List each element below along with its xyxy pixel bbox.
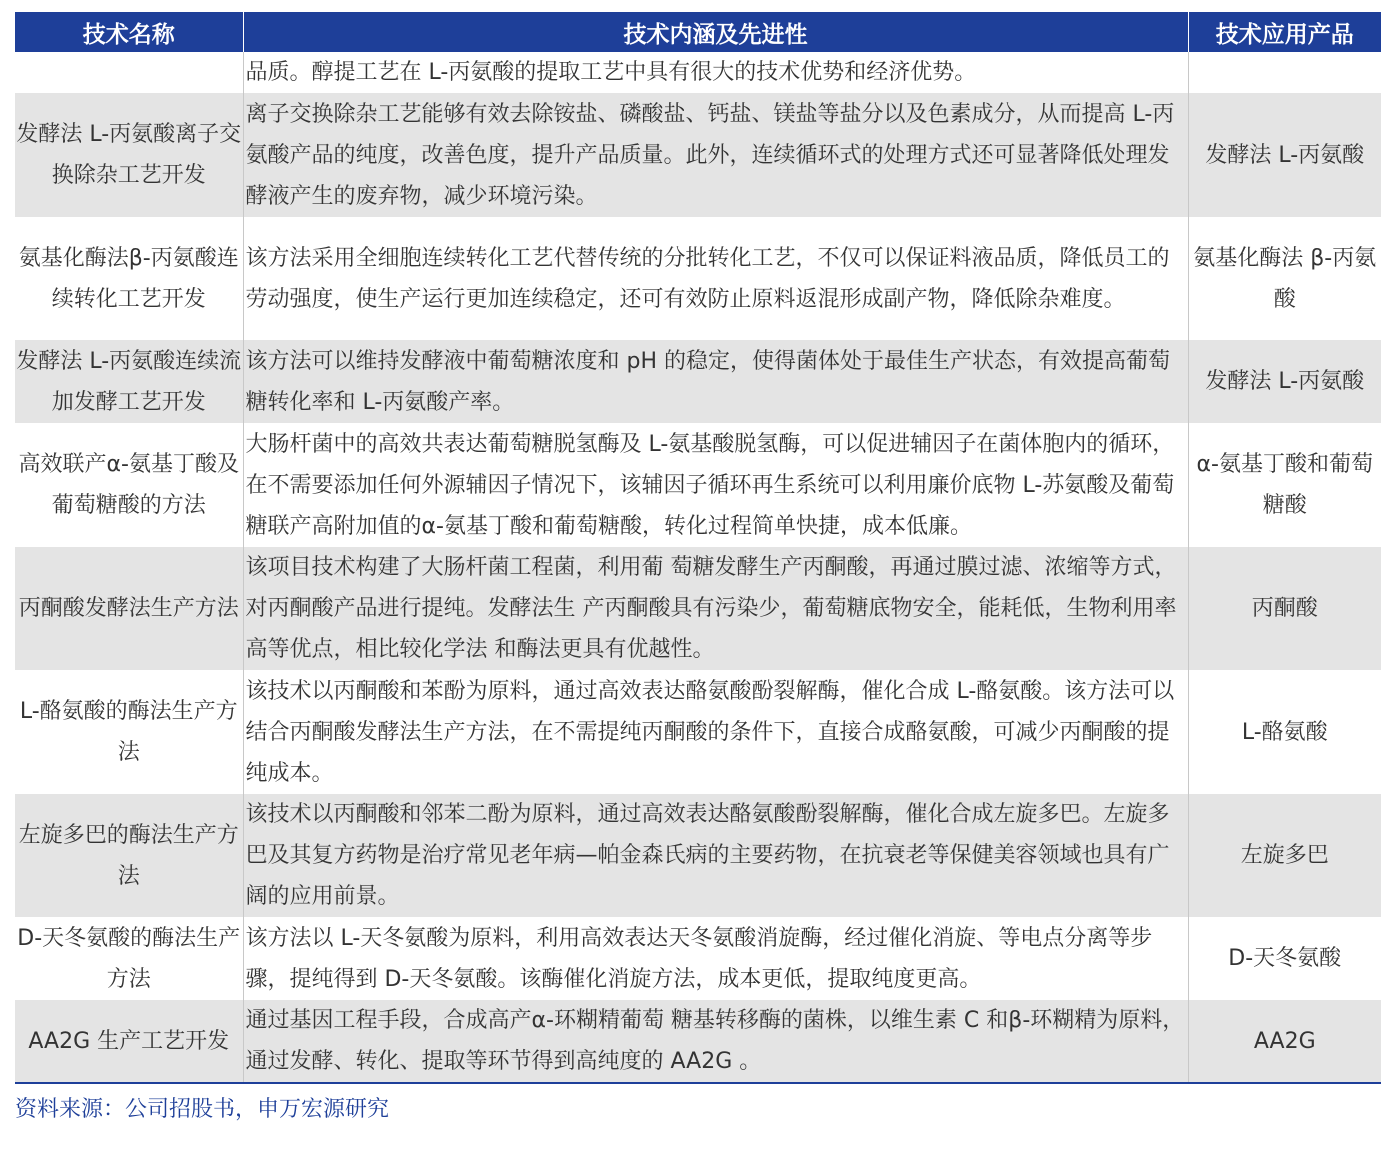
row-product: 氨基化酶法 β-丙氨酸 [1188, 217, 1381, 340]
row-desc: 该技术以丙酮酸和邻苯二酚为原料，通过高效表达酪氨酸酚裂解酶，催化合成左旋多巴。左旋多巴及其复方药物是治疗常见老年病—帕金森氏病的主要药物，在抗衰老等保健美容领域也具有广阔的应用前景。 [243, 794, 1188, 917]
source-note: 资料来源：公司招股书，申万宏源研究 [15, 1097, 390, 1122]
table-row [15, 670, 1381, 794]
row-name: 丙酮酸发酵法生产方法 [15, 547, 243, 670]
table-row [15, 340, 1381, 423]
header-tech-name: 技术名称 [15, 12, 243, 52]
technology-table [15, 12, 1381, 1084]
row-name: 左旋多巴的酶法生产方法 [15, 794, 243, 917]
row-desc: 大肠杆菌中的高效共表达葡萄糖脱氢酶及 L-氨基酸脱氢酶，可以促进辅因子在菌体胞内的循环，在不需要添加任何外源辅因子情况下，该辅因子循环再生系统可以利用廉价底物 L-苏氨酸及葡萄糖联产高附加值的α-氨基丁酸和葡萄糖酸，转化过程简单快捷，成本低廉。 [243, 423, 1188, 547]
row-desc: 品质。醇提工艺在 L-丙氨酸的提取工艺中具有很大的技术优势和经济优势。 [243, 52, 1188, 93]
table-header-row [15, 12, 1381, 52]
table-row [15, 917, 1381, 1000]
table-row [15, 794, 1381, 917]
row-name: 氨基化酶法β-丙氨酸连续转化工艺开发 [15, 217, 243, 340]
header-tech-product: 技术应用产品 [1188, 12, 1381, 52]
row-desc: 该项目技术构建了大肠杆菌工程菌，利用葡 萄糖发酵生产丙酮酸，再通过膜过滤、浓缩等方式，对丙酮酸产品进行提纯。发酵法生 产丙酮酸具有污染少，葡萄糖底物安全，能耗低，生物利用率高等优点，相比较化学法 和酶法更具有优越性。 [243, 547, 1188, 670]
row-name-empty [15, 52, 243, 93]
table-row [15, 423, 1381, 547]
row-name: D-天冬氨酸的酶法生产方法 [15, 917, 243, 1000]
table-row [15, 217, 1381, 340]
row-name: L-酪氨酸的酶法生产方法 [15, 670, 243, 794]
row-desc: 该方法以 L-天冬氨酸为原料，利用高效表达天冬氨酸消旋酶，经过催化消旋、等电点分离等步骤，提纯得到 D-天冬氨酸。该酶催化消旋方法，成本更低，提取纯度更高。 [243, 917, 1188, 1000]
row-desc: 该方法采用全细胞连续转化工艺代替传统的分批转化工艺，不仅可以保证料液品质，降低员工的劳动强度，使生产运行更加连续稳定，还可有效防止原料返混形成副产物，降低除杂难度。 [243, 217, 1188, 340]
row-product: 左旋多巴 [1188, 794, 1381, 917]
row-name: AA2G 生产工艺开发 [15, 1000, 243, 1083]
row-desc: 通过基因工程手段，合成高产α-环糊精葡萄 糖基转移酶的菌株，以维生素 C 和β-环糊精为原料，通过发酵、转化、提取等环节得到高纯度的 AA2G 。 [243, 1000, 1188, 1083]
row-desc: 离子交换除杂工艺能够有效去除铵盐、磷酸盐、钙盐、镁盐等盐分以及色素成分，从而提高 L-丙氨酸产品的纯度，改善色度，提升产品质量。此外，连续循环式的处理方式还可显著降低处理发酵液产生的废弃物，减少环境污染。 [243, 93, 1188, 217]
row-product: 发酵法 L-丙氨酸 [1188, 93, 1381, 217]
row-product: D-天冬氨酸 [1188, 917, 1381, 1000]
row-product: AA2G [1188, 1000, 1381, 1083]
row-product: L-酪氨酸 [1188, 670, 1381, 794]
row-name: 发酵法 L-丙氨酸连续流加发酵工艺开发 [15, 340, 243, 423]
row-name: 高效联产α-氨基丁酸及葡萄糖酸的方法 [15, 423, 243, 547]
row-product-empty [1188, 52, 1381, 93]
row-product: 发酵法 L-丙氨酸 [1188, 340, 1381, 423]
table-row [15, 93, 1381, 217]
header-tech-desc: 技术内涵及先进性 [243, 12, 1188, 52]
row-product: 丙酮酸 [1188, 547, 1381, 670]
table-row-continuation [15, 52, 1381, 93]
row-desc: 该技术以丙酮酸和苯酚为原料，通过高效表达酪氨酸酚裂解酶，催化合成 L-酪氨酸。该方法可以结合丙酮酸发酵法生产方法，在不需提纯丙酮酸的条件下，直接合成酪氨酸，可减少丙酮酸的提纯成本。 [243, 670, 1188, 794]
table-row [15, 547, 1381, 670]
table-row [15, 1000, 1381, 1083]
row-desc: 该方法可以维持发酵液中葡萄糖浓度和 pH 的稳定，使得菌体处于最佳生产状态，有效提高葡萄糖转化率和 L-丙氨酸产率。 [243, 340, 1188, 423]
row-product: α-氨基丁酸和葡萄糖酸 [1188, 423, 1381, 547]
row-name: 发酵法 L-丙氨酸离子交换除杂工艺开发 [15, 93, 243, 217]
